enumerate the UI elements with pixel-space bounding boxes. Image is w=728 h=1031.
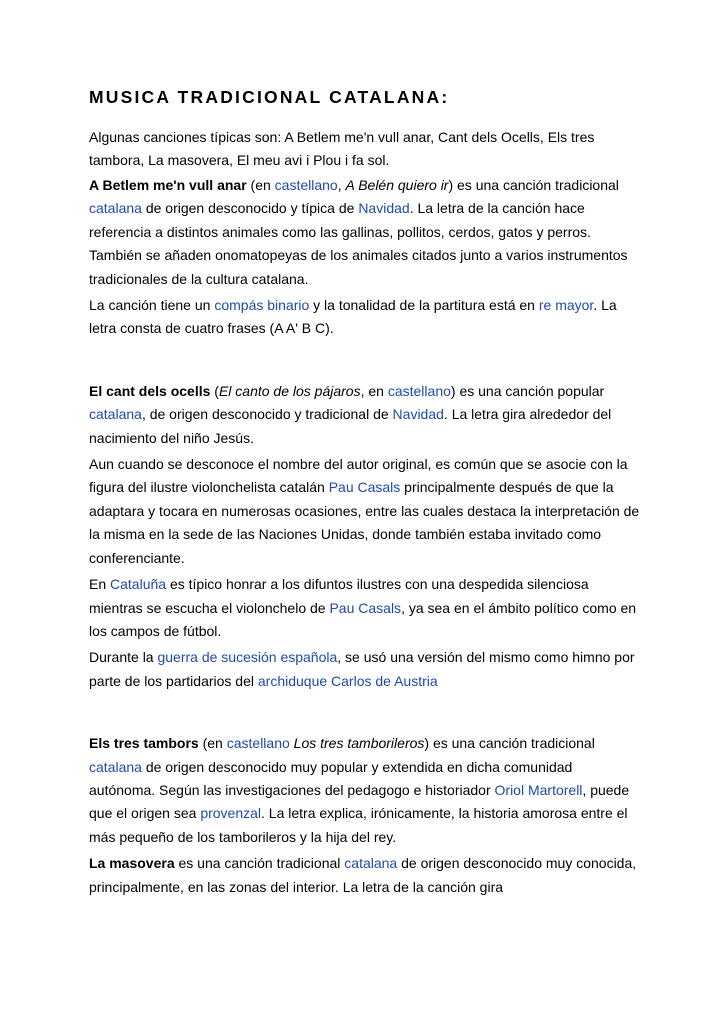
link-navidad[interactable]: Navidad: [358, 200, 410, 217]
song-title-la-masovera: La masovera: [89, 855, 175, 872]
link-navidad[interactable]: Navidad: [392, 406, 444, 423]
link-compas-binario[interactable]: compás binario: [214, 297, 310, 314]
page-title: MUSICA TRADICIONAL CATALANA:: [89, 87, 450, 107]
document-page: [89, 84, 641, 899]
paragraph-a-betlem: A Betlem me'n vull anar (en castellano, A Belén quiero ir) es una canción tradicional catalana de origen desconocido y típica de Navidad. La letra de la canción hace referencia a distintos animales como las gallinas, pollitos, cerdos, gatos y perros. También se añaden onomatopeyas de los animales citados junto a varios instrumentos tradicionales de la cultura catalana.: [89, 177, 628, 287]
link-cataluna[interactable]: Cataluña: [110, 576, 167, 593]
link-archiduque-carlos[interactable]: archiduque Carlos de Austria: [257, 672, 438, 689]
paragraph-compas: La canción tiene un compás binario y la tonalidad de la partitura está en re mayor. La letra consta de cuatro frases (A A' B C).: [89, 297, 617, 337]
paragraph-cant-dels-ocells: El cant dels ocells (El canto de los pájaros, en castellano) es una canción popular catalana, de origen desconocido y tradicional de Navidad. La letra gira alrededor del nacimiento del niño Jesús.: [89, 382, 612, 446]
link-pau-casals[interactable]: Pau Casals: [329, 599, 402, 616]
link-castellano[interactable]: castellano: [226, 735, 290, 752]
translated-title: El canto de los pájaros: [218, 382, 361, 399]
link-guerra-sucesion[interactable]: guerra de sucesión española: [157, 649, 338, 666]
paragraph-autor: Aun cuando se desconoce el nombre del autor original, es común que se asocie con la figura del ilustre violonchelista catalán Pau Casals principalmente después de que la adaptara y tocara en numerosas ocasiones, entre las cuales destaca la interpretación de la misma en la sede de las Naciones Unidas, donde también estaba invitado como conferenciante.: [89, 456, 640, 566]
link-pau-casals[interactable]: Pau Casals: [328, 479, 401, 496]
link-provenzal[interactable]: provenzal: [200, 805, 262, 822]
translated-title: A Belén quiero ir: [345, 177, 449, 193]
link-catalana[interactable]: catalana: [89, 200, 142, 217]
link-oriol-martorell[interactable]: Oriol Martorell: [494, 781, 583, 798]
paragraph-els-tres-tambors: Els tres tambors (en castellano Los tres tamborileros) es una canción tradicional catalana de origen desconocido muy popular y extendida en dicha comunidad autónoma. Según las investigaciones del pedagogo e historiador Oriol Martorell, puede que el origen sea provenzal. La letra explica, irónicamente, la historia amorosa entre el más pequeño de los tamborileros y la hija del rey.: [89, 735, 630, 845]
paragraph-guerra: Durante la guerra de sucesión española, se usó una versión del mismo como himno por parte de los partidarios del archiduque Carlos de Austria: [89, 649, 635, 689]
song-title-els-tres-tambors: Els tres tambors: [89, 735, 199, 752]
link-catalana[interactable]: catalana: [89, 758, 142, 775]
intro-paragraph: Algunas canciones típicas son: A Betlem me'n vull anar, Cant dels Ocells, Els tres tambora, La masovera, El meu avi i Plou i fa sol.: [89, 129, 595, 168]
link-castellano[interactable]: castellano: [387, 382, 451, 399]
paragraph-cataluna: En Cataluña es típico honrar a los difuntos ilustres con una despedida silenciosa mientras se escucha el violonchelo de Pau Casals, ya sea en el ámbito político como en los campos de fútbol.: [89, 576, 637, 639]
paragraph-la-masovera: La masovera es una canción tradicional catalana de origen desconocido muy conocida, principalmente, en las zonas del interior. La letra de la canción gira: [89, 855, 637, 895]
link-re-mayor[interactable]: re mayor: [538, 297, 594, 314]
song-title-a-betlem: A Betlem me'n vull anar: [89, 177, 247, 193]
link-catalana[interactable]: catalana: [89, 406, 142, 423]
link-castellano[interactable]: castellano: [274, 177, 338, 193]
song-title-cant-dels-ocells: El cant dels ocells: [89, 382, 211, 399]
translated-title: Los tres tamborileros: [293, 735, 425, 752]
link-catalana[interactable]: catalana: [344, 855, 398, 872]
